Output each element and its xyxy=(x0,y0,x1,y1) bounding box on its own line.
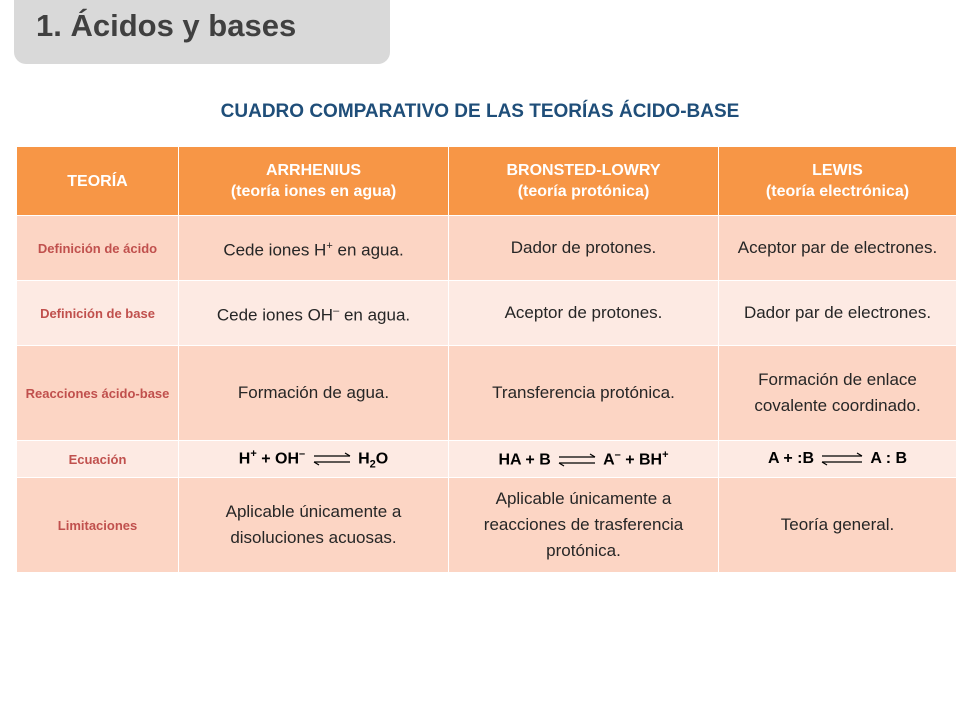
slide-title-tab xyxy=(14,0,390,64)
header-bronsted: BRONSTED-LOWRY (teoría protónica) xyxy=(449,147,719,216)
cell-arrhenius: Aplicable únicamente a disoluciones acuosas. xyxy=(179,478,449,573)
cell-lewis: Teoría general. xyxy=(719,478,957,573)
row-label: Definición de base xyxy=(17,281,179,346)
slide-title: 1. Ácidos y bases xyxy=(36,8,297,43)
cell-bronsted: Aceptor de protones. xyxy=(449,281,719,346)
equilibrium-arrow-icon xyxy=(820,452,864,466)
comparison-table xyxy=(16,146,957,573)
row-label: Reacciones ácido-base xyxy=(17,346,179,441)
cell-lewis: Aceptor par de electrones. xyxy=(719,216,957,281)
cell-arrhenius: Formación de agua. xyxy=(179,346,449,441)
row-limitations xyxy=(17,478,957,573)
row-base-definition xyxy=(17,281,957,346)
cell-arrhenius: Cede iones OH– en agua. xyxy=(179,281,449,346)
header-arrhenius: ARRHENIUS (teoría iones en agua) xyxy=(179,147,449,216)
row-equation xyxy=(17,441,957,478)
cell-bronsted: Dador de protones. xyxy=(449,216,719,281)
cell-arrhenius: Cede iones H+ en agua. xyxy=(179,216,449,281)
row-reactions xyxy=(17,346,957,441)
cell-bronsted: Aplicable únicamente a reacciones de trasferencia protónica. xyxy=(449,478,719,573)
cell-bronsted: Transferencia protónica. xyxy=(449,346,719,441)
equation-lewis: A + :B A : B xyxy=(719,441,957,478)
equation-arrhenius: H+ + OH– $H_2O$ xyxy=(179,441,449,478)
cell-lewis: Formación de enlace covalente coordinado. xyxy=(719,346,957,441)
row-acid-definition xyxy=(17,216,957,281)
row-label: Definición de ácido xyxy=(17,216,179,281)
header-row xyxy=(17,147,957,216)
header-theory: TEORÍA xyxy=(17,147,179,216)
equilibrium-arrow-icon xyxy=(557,453,597,467)
equilibrium-arrow-icon xyxy=(312,452,352,466)
row-label: Ecuación xyxy=(17,441,179,478)
header-lewis: LEWIS (teoría electrónica) xyxy=(719,147,957,216)
table-heading: CUADRO COMPARATIVO DE LAS TEORÍAS ÁCIDO-BASE xyxy=(220,101,740,122)
row-label: Limitaciones xyxy=(17,478,179,573)
cell-lewis: Dador par de electrones. xyxy=(719,281,957,346)
equation-bronsted: HA + B A– + BH+ xyxy=(449,441,719,478)
